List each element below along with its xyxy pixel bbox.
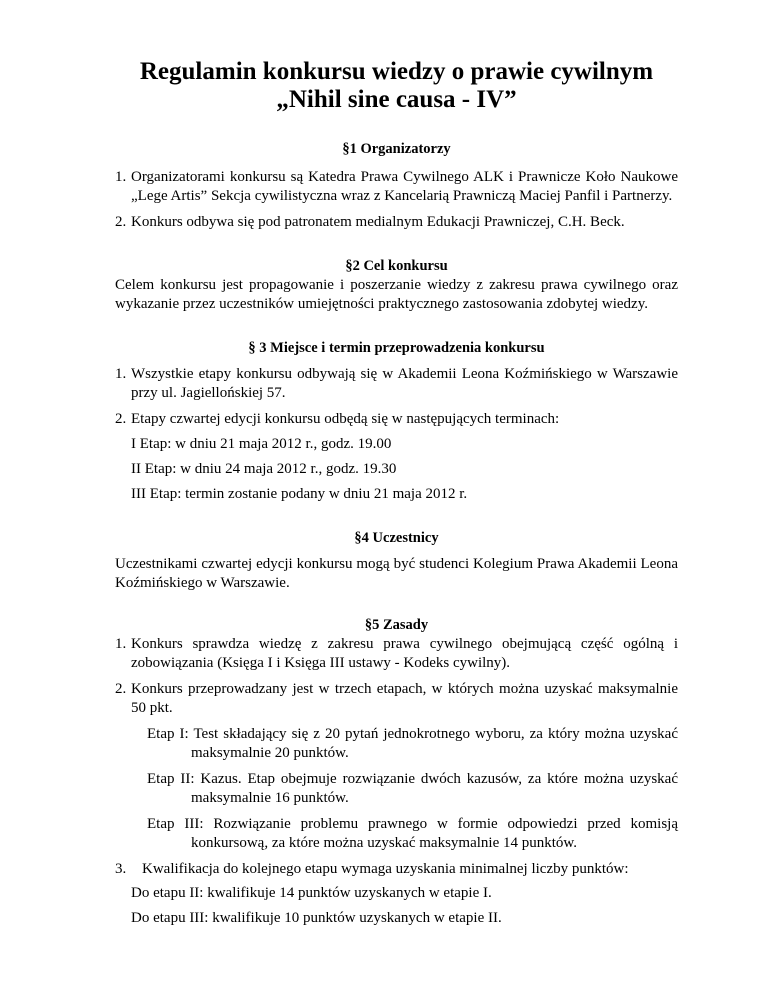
item-text: Konkurs przeprowadzany jest w trzech etapach, w których można uzyskać maksymalnie 50 pkt. — [131, 681, 678, 716]
item-text: Kwalifikacja do kolejnego etapu wymaga uzyskania minimalnej liczby punktów: — [142, 861, 629, 877]
section-5-list — [115, 635, 678, 718]
item-text: Wszystkie etapy konkursu odbywają się w Akademii Leona Koźmińskiego w Warszawie przy ul. Jagiellońskiej 57. — [131, 366, 678, 401]
qualify-stage-2: Do etapu II: kwalifikuje 14 punktów uzyskanych w etapie I. — [131, 885, 492, 901]
item-number: 2. — [115, 411, 127, 427]
item-number: 2. — [115, 681, 127, 697]
stage-2-rule: Etap II: Kazus. Etap obejmuje rozwiązanie dwóch kazusów, za które można uzyskać maksymalnie 16 punktów. — [147, 771, 678, 806]
list-item — [115, 410, 678, 429]
section-4-text: Uczestnikami czwartej edycji konkursu mogą być studenci Kolegium Prawa Akademii Leona Koźmińskiego w Warszawie. — [115, 556, 678, 591]
section-4-heading: §4 Uczestnicy — [354, 530, 439, 546]
date-stage-2: II Etap: w dniu 24 maja 2012 r., godz. 19.30 — [131, 461, 397, 477]
section-5-heading: §5 Zasady — [364, 617, 429, 633]
section-1-heading: §1 Organizatorzy — [342, 141, 451, 157]
item-text: Konkurs sprawdza wiedzę z zakresu prawa cywilnego obejmującą część ogólną i zobowiązania (Księga I i Księga III ustawy - Kodeks cywilny). — [131, 636, 678, 671]
section-2-text: Celem konkursu jest propagowanie i poszerzanie wiedzy z zakresu prawa cywilnego oraz wykazanie przez uczestników umiejętności praktycznego zastosowania zdobytej wiedzy. — [115, 277, 678, 312]
item-text: Organizatorami konkursu są Katedra Prawa Cywilnego ALK i Prawnicze Koło Naukowe „Lege Artis” Sekcja cywilistyczna wraz z Kancelarią Prawniczą Maciej Panfil i Partnerzy. — [131, 169, 678, 204]
section-3-heading: § 3 Miejsce i termin przeprowadzenia konkursu — [248, 340, 545, 356]
title-line-2: „Nihil sine causa - IV” — [276, 86, 517, 113]
section-3-list — [115, 365, 678, 429]
list-item — [115, 635, 678, 673]
date-stage-3: III Etap: termin zostanie podany w dniu 21 maja 2012 r. — [131, 486, 468, 502]
title-line-1: Regulamin konkursu wiedzy o prawie cywilnym — [139, 58, 654, 85]
list-item — [115, 168, 678, 206]
item-number: 1. — [115, 636, 127, 652]
list-item — [115, 213, 678, 232]
qualify-stage-3: Do etapu III: kwalifikuje 10 punktów uzyskanych w etapie II. — [131, 910, 502, 926]
item-number: 2. — [115, 214, 127, 230]
section-2-heading: §2 Cel konkursu — [345, 258, 448, 274]
item-number: 3. — [115, 861, 127, 877]
stage-3-rule: Etap III: Rozwiązanie problemu prawnego w formie odpowiedzi przed komisją konkursową, za które można uzyskać maksymalnie 14 punktów. — [147, 816, 678, 851]
item-number: 1. — [115, 169, 127, 185]
section-1-list — [115, 168, 678, 232]
item-text: Konkurs odbywa się pod patronatem medialnym Edukacji Prawniczej, C.H. Beck. — [131, 214, 625, 230]
stage-1-rule: Etap I: Test składający się z 20 pytań jednokrotnego wyboru, za który można uzyskać maksymalnie 20 punktów. — [147, 726, 678, 761]
item-number: 1. — [115, 366, 127, 382]
list-item — [115, 365, 678, 403]
document-title — [75, 58, 718, 114]
list-item — [115, 860, 678, 879]
list-item — [115, 680, 678, 718]
item-text: Etapy czwartej edycji konkursu odbędą się w następujących terminach: — [131, 411, 560, 427]
section-5-list-cont — [115, 860, 678, 879]
date-stage-1: I Etap: w dniu 21 maja 2012 r., godz. 19.00 — [131, 436, 392, 452]
document-page — [115, 58, 678, 928]
